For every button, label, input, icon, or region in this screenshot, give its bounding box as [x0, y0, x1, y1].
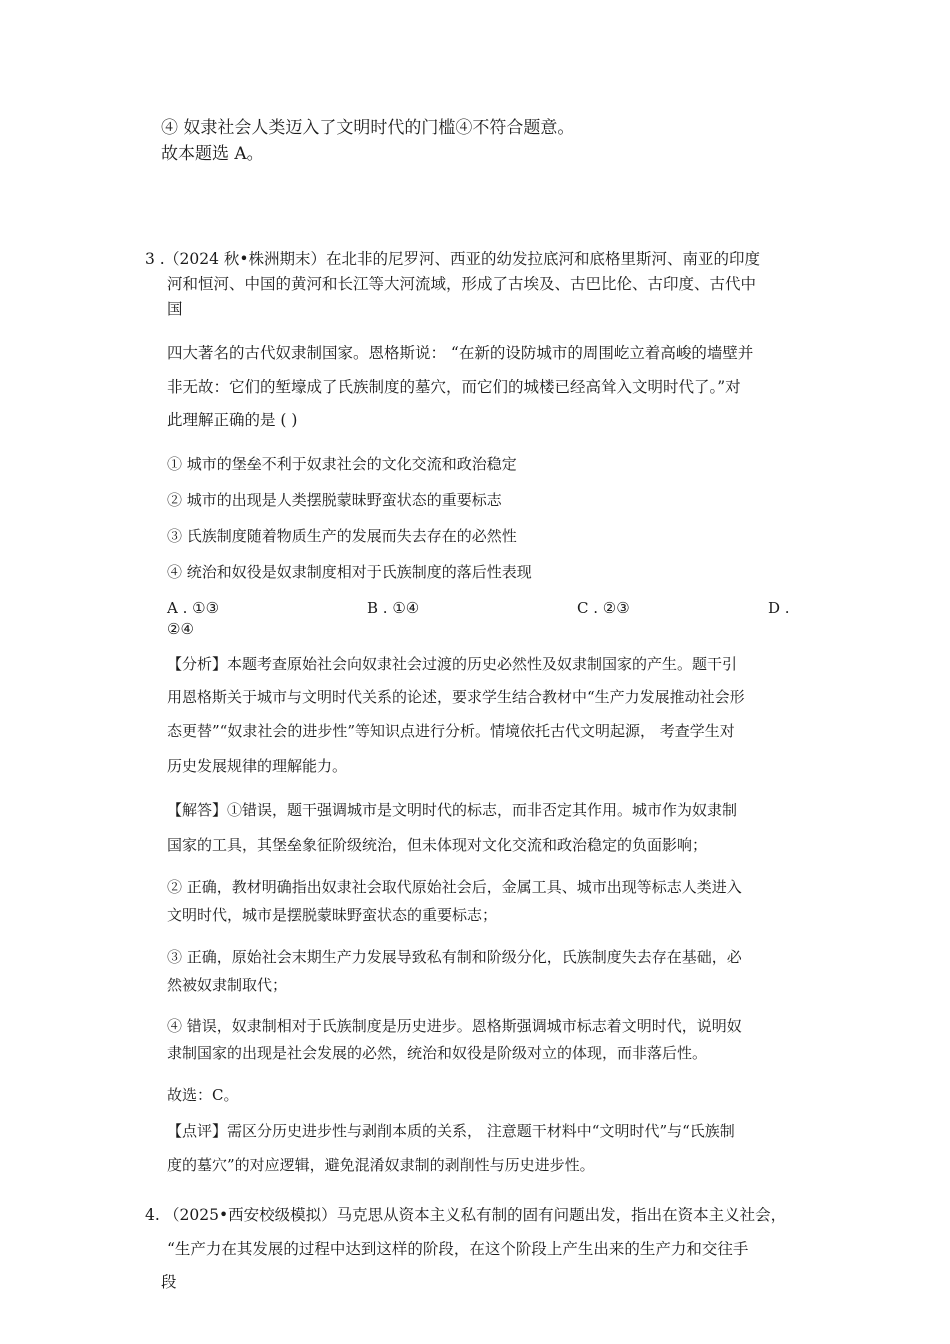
question-stem-line-3: 段	[161, 1273, 177, 1291]
answer-line: ④ 错误，奴隶制相对于氏族制度是历史进步。恩格斯强调城市标志着文明时代，说明奴	[167, 1017, 742, 1035]
question-stem-line-1: （2024 秋•株洲期末）在北非的尼罗河、西亚的幼发拉底河和底格里斯河、南亚的印度	[164, 250, 761, 268]
answer-line: 【解答】①错误，题干强调城市是文明时代的标志，而非否定其作用。城市作为奴隶制	[167, 801, 738, 819]
analysis-line-3: 态更替”“奴隶社会的进步性”等知识点进行分析。情境依托古代文明起源， 考查学生对	[167, 722, 735, 740]
answer-choice: 故选：C。	[167, 1086, 239, 1104]
question-stem-line-2: 河和恒河、中国的黄河和长江等大河流域，形成了古埃及、古巴比伦、古印度、古代中	[167, 275, 757, 293]
question-stem-line-3: 国	[167, 300, 183, 318]
answer-line: ③ 正确，原始社会末期生产力发展导致私有制和阶级分化，氏族制度失去存在基础，必	[167, 948, 742, 966]
comment-line-2: 度的墓穴”的对应逻辑，避免混淆奴隶制的剥削性与历史进步性。	[167, 1156, 595, 1174]
statement-item: ③ 氏族制度随着物质生产的发展而失去存在的必然性	[167, 527, 517, 545]
question-stem-line-1: （2025•西安校级模拟）马克思从资本主义私有制的固有问题出发，指出在资本主义社会，	[164, 1206, 787, 1224]
answer-line: 国家的工具，其堡垒象征阶级统治，但未体现对文化交流和政治稳定的负面影响；	[167, 836, 708, 854]
statement-item: ① 城市的堡垒不利于奴隶社会的文化交流和政治稳定	[167, 455, 517, 473]
statement-item: ④ 统治和奴役是奴隶制度相对于氏族制度的落后性表现	[167, 563, 532, 581]
analysis-line-2: 用恩格斯关于城市与文明时代关系的论述，要求学生结合教材中“生产力发展推动社会形	[167, 688, 745, 706]
question-number: 3 .	[145, 250, 165, 268]
answer-line: 然被奴隶制取代；	[167, 976, 288, 994]
question-number: 4.	[145, 1206, 160, 1224]
option-b: B . ①④	[367, 599, 420, 617]
statement-item: ② 城市的出现是人类摆脱蒙昧野蛮状态的重要标志	[167, 491, 502, 509]
answer-line: ② 正确，教材明确指出奴隶社会取代原始社会后，金属工具、城市出现等标志人类进入	[167, 878, 742, 896]
option-d-label: D .	[768, 599, 790, 617]
option-d-value: ②④	[167, 620, 194, 638]
analysis-line-1: 【分析】本题考查原始社会向奴隶社会过渡的历史必然性及奴隶制国家的产生。题干引	[167, 655, 738, 673]
option-a: A . ①③	[167, 599, 220, 617]
comment-line-1: 【点评】需区分历史进步性与剥削本质的关系， 注意题干材料中“文明时代”与“氏族制	[167, 1122, 735, 1140]
analysis-line-4: 历史发展规律的理解能力。	[167, 757, 348, 775]
question-stem-line-2: “生产力在其发展的过程中达到这样的阶段，在这个阶段上产生出来的生产力和交往手	[167, 1240, 749, 1258]
answer-line: 隶制国家的出现是社会发展的必然，统治和奴役是阶级对立的体现，而非落后性。	[167, 1044, 708, 1062]
question-stem-line-6: 此理解正确的是 ( )	[167, 411, 298, 429]
option-c: C . ②③	[577, 599, 630, 617]
prev-answer-line-2: 故本题选 A。	[161, 144, 264, 164]
question-stem-line-4: 四大著名的古代奴隶制国家。恩格斯说： “在新的设防城市的周围屹立着高峻的墙壁并	[167, 344, 754, 362]
answer-line: 文明时代，城市是摆脱蒙昧野蛮状态的重要标志；	[167, 906, 498, 924]
prev-answer-line-1: ④ 奴隶社会人类迈入了文明时代的门槛④不符合题意。	[161, 118, 575, 138]
question-stem-line-5: 非无故：它们的堑壕成了氏族制度的墓穴，而它们的城楼已经高耸入文明时代了。”对	[167, 378, 741, 396]
